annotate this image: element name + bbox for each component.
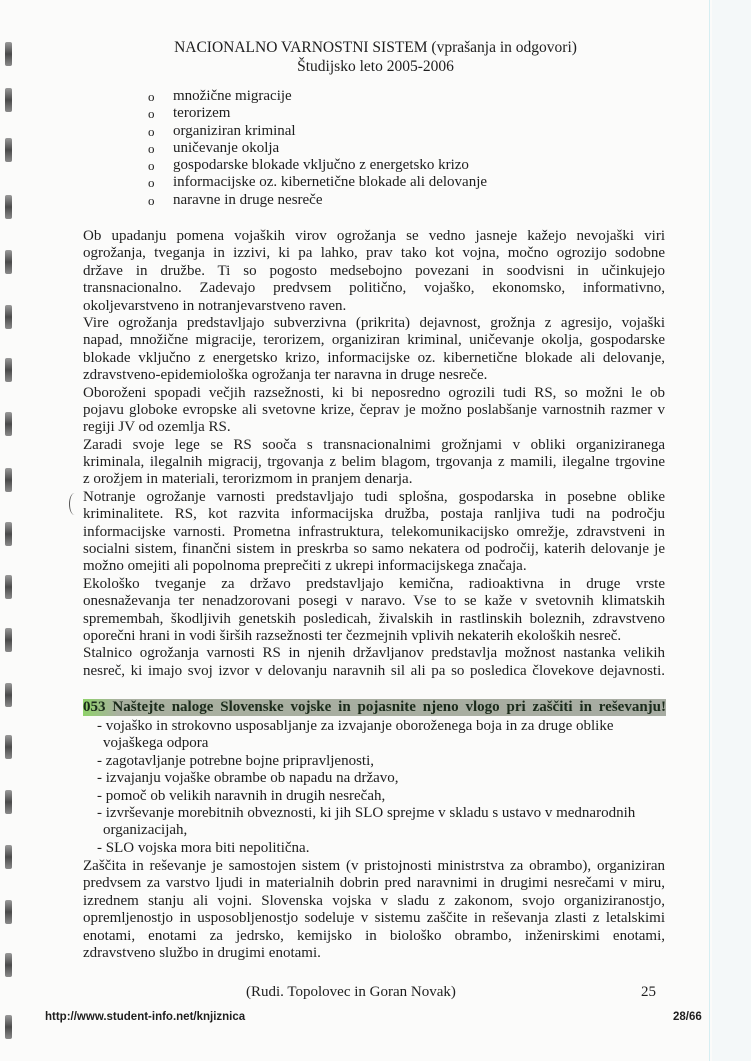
list-item — [148, 174, 487, 191]
list-item — [148, 105, 487, 122]
text-line: države in družbe. Ti so pogosto medsebojno povezani in soodvisni in učinkujejo — [83, 262, 665, 279]
text-line: zdravstveno službo in drugimi enotami. — [83, 944, 321, 961]
list-item — [148, 157, 487, 174]
task-line: - izvajanju vojaške obrambe ob napadu na državo, — [97, 770, 399, 787]
text-line: Zaščita in reševanje je samostojen sistem (v pristojnosti ministrstva za obrambo), organiziran — [83, 858, 665, 874]
army-tasks-list — [97, 718, 635, 857]
binding-ring — [5, 683, 12, 707]
text-line: oporečni hrani in vodi širših razsežnosti ter čezmejnih vplivih nekaterih ekoloških nesreč. — [83, 627, 622, 644]
bullet-marker-icon: o — [148, 158, 155, 174]
binding-ring — [5, 195, 12, 219]
binding-ring — [5, 575, 12, 599]
document-title: NACIONALNO VARNOSTNI SISTEM (vprašanja in odgovori) — [174, 39, 577, 56]
binding-ring — [5, 522, 12, 546]
source-url-link[interactable]: http://www.student-info.net/knjiznica — [45, 1011, 246, 1023]
binding-ring — [5, 900, 12, 924]
text-line: predvsem za varstvo ljudi in materialnih dobrin pred naravnimi in drugimi nesrečami v miru, — [83, 875, 665, 892]
text-line: nesreč, ki imajo svoj izvor v delovanju naravnih sil ali pa so posledica človekove dejavnosti. — [83, 662, 665, 679]
paragraph — [83, 228, 665, 315]
text-line: Stalnico ogrožanja varnosti RS in njenih državljanov predstavlja možnost nastanka velikih — [83, 645, 665, 662]
binding-ring — [5, 250, 12, 274]
list-item-text: naravne in druge nesreče — [173, 191, 323, 208]
binding-ring — [5, 1015, 12, 1039]
text-line: informacijske varnosti. Prometna infrastruktura, telekomunikacijsko omrežje, zdravstveni in — [83, 523, 665, 540]
list-item-text: terorizem — [173, 105, 231, 122]
document-subtitle: Študijsko leto 2005-2006 — [297, 58, 454, 75]
task-line: - pomoč ob velikih naravnih in drugih nesrečah, — [97, 787, 386, 804]
list-item-text: informacijske oz. kibernetične blokade ali delovanje — [173, 174, 488, 191]
text-line: pojavu globoke evropske ali svetovne krize, čeprav je možno poslabšanje varnostnih razmer v — [83, 401, 665, 418]
task-line: organizacijah, — [103, 822, 188, 839]
paragraph — [83, 489, 665, 576]
text-line: napad, množične migracije, terorizem, organiziran kriminal, uničevanje okolja, gospodarske — [83, 332, 665, 349]
footer-authors: (Rudi. Topolovec in Goran Novak) — [246, 984, 456, 1000]
list-item-text: organiziran kriminal — [173, 122, 296, 139]
paragraph — [83, 315, 665, 385]
list-item — [148, 192, 487, 209]
text-line: Zaradi svoje lege se RS sooča s transnacionalnimi grožnjami v obliki organiziranega — [83, 436, 665, 453]
text-line: enotami, enotami za jedrsko, kemijsko in biološko obrambo, inženirskimi enotami, — [83, 927, 665, 944]
binding-ring — [5, 412, 12, 436]
list-item — [148, 123, 487, 140]
binding-ring — [5, 358, 12, 382]
text-line: možno omejiti ali popolnoma preprečiti z ukrepi informacijskega značaja. — [83, 558, 527, 575]
binding-ring — [5, 88, 12, 112]
bullet-marker-icon: o — [148, 89, 155, 104]
binding-ring — [5, 305, 12, 329]
text-line: kriminala, ilegalnih migracij, trgovanja z belim blagom, trgovanja z mamili, ilegalne trgovine — [83, 454, 665, 471]
bullet-marker-icon: o — [148, 123, 155, 139]
paragraph — [83, 576, 665, 646]
task-line: vojaškega odpora — [103, 735, 209, 752]
text-line: z orožjem in materiali, terorizmom in pranjem denarja. — [83, 471, 413, 488]
binding-ring — [5, 468, 12, 492]
list-item — [148, 140, 487, 157]
text-line: zdravstveno-epidemiološka ogrožanja ter naravna in druge nesreče. — [83, 367, 488, 384]
binding-ring — [5, 845, 12, 869]
text-line: socialni sistem, finančni sistem in preskrba so samo nekatera od področij, katerih delovanje je — [83, 541, 665, 558]
text-line: kriminalitete. RS, kot razvita informacijska družba, postaja ranljiva tudi na področju — [83, 506, 665, 523]
binding-ring — [5, 953, 12, 977]
task-line: - vojaško in strokovno usposabljanje za izvajanje oboroženega boja in za druge oblike — [97, 718, 614, 734]
text-line: regiji JV od ozemlja RS. — [83, 419, 231, 436]
bullet-marker-icon: o — [148, 175, 155, 191]
text-line: blokade vključno z energetsko krizo, informacijske oz. kibernetične blokade ali delovanje, — [83, 349, 665, 366]
binding-ring — [5, 735, 12, 759]
text-line: onesnaževanja ter nenadzorovani posegi v naravo. Vse to se kaže v svetovnih klimatskih — [83, 593, 665, 610]
bullet-marker-icon: o — [148, 192, 155, 208]
binding-ring — [5, 138, 12, 162]
text-line: Ekološko tveganje za državo predstavljajo kemična, radioaktivna in druge vrste — [83, 575, 665, 592]
task-item — [97, 718, 635, 753]
task-line: - izvrševanje morebitnih obveznosti, ki jih SLO sprejme v skladu s ustavo v mednarodnih — [97, 804, 636, 821]
task-item — [97, 753, 635, 770]
body-paragraphs — [83, 228, 665, 680]
text-line: izrednem stanju ali vojni. Slovenska vojska v sladu z zakonom, svojo organiziranostjo, — [83, 892, 665, 909]
paragraph — [83, 385, 665, 437]
binding-ring — [5, 628, 12, 652]
text-line: ogrožanja, tveganja in izzivi, ki pa lahko, prav tako kot vojna, močno ogrozijo sodobne — [83, 245, 665, 262]
text-line: opremljenostjo in usposobljenostjo sodeluje v sistemu zaščite in reševanja zlasti z letalskimi — [83, 910, 665, 927]
question-heading: 053 Naštejte naloge Slovenske vojske in pojasnite njeno vlogo pri zaščiti in reševanju! — [83, 699, 666, 715]
task-item — [97, 805, 635, 840]
text-line: spremembah, škodljivih genetskih posledicah, živalskih in rastlinskih boleznih, zdravstveno — [83, 610, 665, 627]
text-line: Vire ogrožanja predstavljajo subverzivna (prikrita) dejavnost, grožnja z agresijo, vojaški — [83, 314, 665, 331]
handwritten-bracket-mark — [69, 493, 80, 515]
task-item — [97, 788, 635, 805]
pdf-page-count: 28/66 — [673, 1011, 702, 1023]
task-item — [97, 840, 635, 857]
task-line: - zagotavljanje potrebne bojne pripravljenosti, — [97, 752, 374, 769]
text-line: Oboroženi spopadi večjih razsežnosti, ki bi neposredno ogrozili tudi RS, so možni le ob — [83, 384, 665, 401]
threat-bullet-list — [148, 88, 487, 209]
list-item — [148, 88, 487, 105]
page-edge-line — [709, 0, 710, 1061]
page-edge-shadow — [712, 0, 751, 1061]
paragraph — [83, 437, 665, 489]
text-line: okoljevarstveno in notranjevarstveno raven. — [83, 297, 347, 314]
footer-page-number: 25 — [641, 984, 656, 1000]
list-item-text: množične migracije — [173, 88, 292, 104]
list-item-text: uničevanje okolja — [173, 139, 280, 156]
answer-paragraph — [83, 858, 665, 962]
bullet-marker-icon: o — [148, 140, 155, 156]
task-item — [97, 770, 635, 787]
text-line: transnacionalno. Zadevajo predvsem politično, vojaško, ekonomsko, informativno, — [83, 280, 665, 297]
text-line: Ob upadanju pomena vojaških virov ogrožanja se vedno jasneje kažejo nevojaški viri — [83, 228, 665, 244]
binding-ring — [5, 790, 12, 814]
task-line: - SLO vojska mora biti nepolitična. — [97, 839, 310, 856]
text-line: Notranje ogrožanje varnosti predstavljajo tudi splošna, gospodarska in posebne oblike — [83, 488, 665, 505]
list-item-text: gospodarske blokade vključno z energetsko krizo — [173, 157, 469, 174]
bullet-marker-icon: o — [148, 106, 155, 122]
paragraph — [83, 645, 665, 680]
